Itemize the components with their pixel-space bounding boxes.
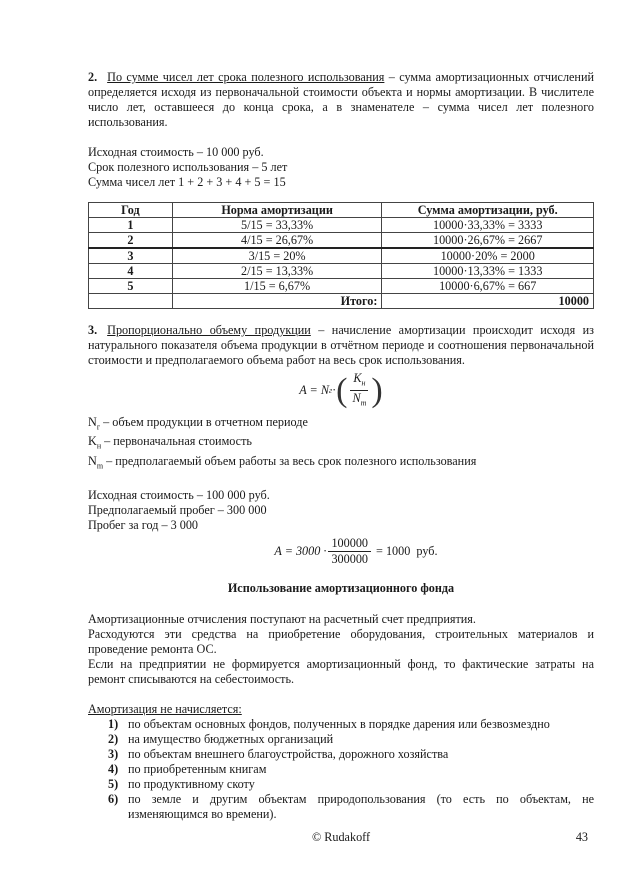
- formula-fraction: [349, 371, 369, 411]
- list-text: на имущество бюджетных организаций: [128, 732, 334, 747]
- right-paren-icon: ): [371, 371, 383, 409]
- list-item: [108, 747, 594, 762]
- total-value: 10000: [382, 294, 594, 309]
- total-label: Итого:: [172, 294, 382, 309]
- production-formula: [88, 371, 594, 411]
- table-row: [89, 279, 594, 294]
- legend-symbol: N: [88, 453, 97, 468]
- fund-paragraph: Если на предприятии не формируется амортизационный фонд, то фактические затраты на ремонт списываются на себестоимость.: [88, 657, 594, 687]
- fund-paragraph: Расходуются эти средства на приобретение оборудования, строительных материалов и проведение ремонта ОС.: [88, 627, 594, 657]
- section-2-number: 2.: [88, 70, 98, 84]
- list-index: 1): [108, 717, 119, 732]
- list-text: по объектам внешнего благоустройства, дорожного хозяйства: [128, 747, 449, 762]
- section-3-number: 3.: [88, 323, 98, 337]
- formula-dot: ·: [332, 383, 337, 398]
- section-2-title: По сумме чисел лет срока полезного использования: [107, 70, 385, 84]
- list-text: по объектам основных фондов, полученных в порядке дарения или безвозмездно: [128, 717, 550, 732]
- table-row: [89, 264, 594, 279]
- legend-sub: m: [96, 461, 104, 471]
- legend-symbol: N: [88, 414, 97, 429]
- table-row: [89, 233, 594, 249]
- section-2-text: – сумма амортизационных отчислений определяется исходя из первоначальной стоимости объекта и нормы амортизации. В числителе число лет, оставшееся до конца срока, а в знаменателе – сумма чисел лет полезного использования.: [88, 70, 594, 129]
- cell-rate: 5/15 = 33,33%: [172, 218, 382, 233]
- given-cost: Исходная стоимость – 10 000 руб.: [88, 145, 264, 159]
- given-sum-of-years: Сумма чисел лет 1 + 2 + 3 + 4 + 5 = 15: [88, 175, 286, 189]
- formula-denominator: N: [352, 391, 361, 406]
- example-rhs: = 1000 руб.: [373, 544, 438, 559]
- list-index: 2): [108, 732, 119, 747]
- header-amount: Сумма амортизации, руб.: [382, 203, 594, 218]
- formula-lhs: A = N: [299, 383, 329, 398]
- cell-rate: 2/15 = 13,33%: [172, 264, 382, 279]
- legend-item: [88, 454, 594, 473]
- cell-rate: 1/15 = 6,67%: [172, 279, 382, 294]
- example-fraction: [328, 536, 371, 567]
- no-depreciation-list: [88, 717, 594, 822]
- legend-text: – предполагаемый объем работы за весь срок полезного использования: [103, 453, 477, 468]
- given-useful-life: Срок полезного использования – 5 лет: [88, 160, 288, 174]
- legend-item: [88, 415, 594, 434]
- section-3-paragraph: [88, 323, 594, 368]
- fund-heading: Использование амортизационного фонда: [227, 581, 455, 596]
- fund-paragraph: Амортизационные отчисления поступают на расчетный счет предприятия.: [88, 612, 476, 627]
- list-index: 4): [108, 762, 119, 777]
- section-3-title: Пропорционально объему продукции: [107, 323, 311, 337]
- table-header-row: [89, 203, 594, 218]
- example-lhs: A = 3000 ·: [274, 544, 327, 559]
- list-item: [108, 762, 594, 777]
- formula-lhs-sub: г: [328, 386, 333, 396]
- list-item: [108, 717, 594, 732]
- left-paren-icon: (: [336, 371, 348, 409]
- given-expected-mileage: Предполагаемый пробег – 300 000: [88, 503, 267, 518]
- cell-empty: [89, 294, 173, 309]
- list-item: [108, 792, 594, 822]
- list-text: по продуктивному скоту: [128, 777, 255, 792]
- list-index: 3): [108, 747, 119, 762]
- list-item: [108, 732, 594, 747]
- example-numerator: 100000: [328, 536, 371, 552]
- cell-year: 3: [89, 248, 173, 264]
- formula-numerator-sub: н: [361, 378, 366, 388]
- list-text: по приобретенным книгам: [128, 762, 267, 777]
- legend-item: [88, 434, 594, 453]
- formula-denominator-sub: m: [360, 398, 367, 408]
- page-footer: [88, 830, 594, 846]
- cell-amount: 10000·6,67% = 667: [382, 279, 594, 294]
- legend-sub: н: [96, 441, 102, 451]
- header-rate: Норма амортизации: [172, 203, 382, 218]
- cell-amount: 10000·33,33% = 3333: [382, 218, 594, 233]
- legend-text: – объем продукции в отчетном периоде: [100, 414, 308, 429]
- legend-sub: г: [96, 422, 101, 432]
- cell-year: 2: [89, 233, 173, 249]
- given-annual-mileage: Пробег за год – 3 000: [88, 518, 199, 533]
- list-index: 5): [108, 777, 119, 792]
- example-denominator: 300000: [331, 552, 368, 567]
- cell-amount: 10000·26,67% = 2667: [382, 233, 594, 249]
- legend-symbol: K: [88, 434, 97, 449]
- list-text: по земле и другим объектам природопользования (то есть по объектам, не изменяющимся во времени).: [128, 792, 594, 822]
- cell-year: 4: [89, 264, 173, 279]
- cell-amount: 10000·13,33% = 1333: [382, 264, 594, 279]
- cell-rate: 3/15 = 20%: [172, 248, 382, 264]
- list-item: [108, 777, 594, 792]
- table-total-row: [89, 294, 594, 309]
- section-2-paragraph: [88, 70, 594, 130]
- section-3-text: – начисление амортизации происходит исходя из натурального показателя объема продукции в отчётном периоде и соотношения первоначальной стоимости и предполагаемого объема работ на весь срок использования.: [88, 323, 594, 367]
- cell-year: 1: [89, 218, 173, 233]
- cell-rate: 4/15 = 26,67%: [172, 233, 382, 249]
- given-cost-2: Исходная стоимость – 100 000 руб.: [88, 488, 270, 503]
- cell-amount: 10000·20% = 2000: [382, 248, 594, 264]
- depreciation-table: [88, 202, 594, 309]
- formula-numerator: K: [353, 371, 362, 385]
- list-index: 6): [108, 792, 119, 807]
- copyright: © Rudakoff: [311, 830, 371, 844]
- document-page: [88, 70, 594, 822]
- table-row: [89, 218, 594, 233]
- example-formula: [88, 536, 594, 567]
- cell-year: 5: [89, 279, 173, 294]
- page-number: 43: [575, 830, 588, 844]
- no-depreciation-title: Амортизация не начисляется:: [88, 702, 242, 717]
- legend-text: – первоначальная стоимость: [101, 434, 252, 449]
- table-row: [89, 248, 594, 264]
- header-year: Год: [89, 203, 173, 218]
